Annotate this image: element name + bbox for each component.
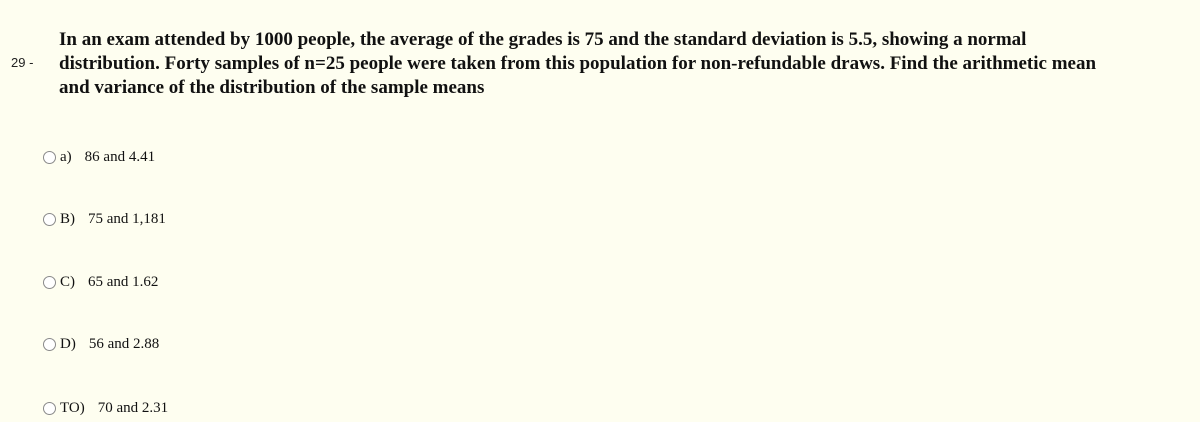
radio-button-icon[interactable] [43,402,56,415]
option-b[interactable] [43,208,166,230]
option-text: 86 and 4.41 [84,148,156,165]
option-letter: D) [60,335,76,352]
option-text: 56 and 2.88 [88,335,160,352]
question-line-3: and variance of the distribution of the sample means [59,77,485,98]
question-number: 29 - [11,55,34,70]
option-text: 75 and 1,181 [88,210,166,227]
option-letter: B) [60,210,75,227]
option-a[interactable] [43,146,155,168]
option-text: 70 and 2.31 [97,399,169,416]
radio-button-icon[interactable] [43,276,56,289]
option-letter: C) [60,273,75,290]
option-e[interactable] [43,397,168,419]
option-letter: a) [60,148,72,165]
radio-button-icon[interactable] [43,338,56,351]
question-line-2: distribution. Forty samples of n=25 people were taken from this population for non-refundable draws. Find the arithmetic mean [59,53,1097,74]
radio-button-icon[interactable] [43,151,56,164]
option-letter: TO) [60,399,85,416]
option-text: 65 and 1.62 [88,273,159,290]
radio-button-icon[interactable] [43,213,56,226]
option-d[interactable] [43,333,159,355]
question-line-1: In an exam attended by 1000 people, the average of the grades is 75 and the standard deviation is 5.5, showing a normal [59,29,1027,50]
option-c[interactable] [43,271,158,293]
question-text [59,28,1194,100]
